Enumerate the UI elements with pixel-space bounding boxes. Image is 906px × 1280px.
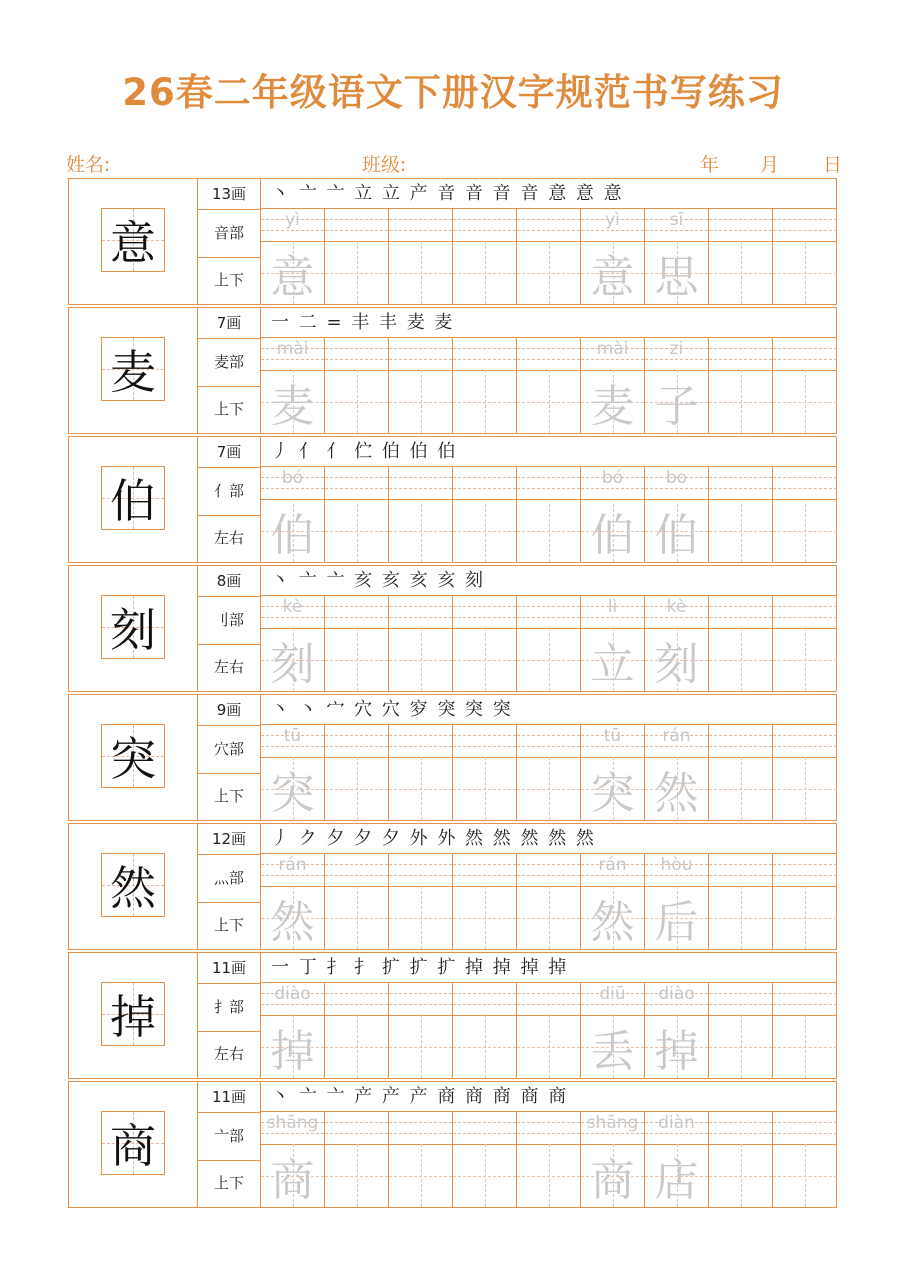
model-character-column [69, 695, 198, 820]
writing-cell[interactable] [517, 1112, 581, 1207]
radical: 亠部 [198, 1112, 260, 1161]
day-label: 日 [823, 154, 843, 176]
writing-cell[interactable] [709, 725, 773, 820]
trace-character [709, 758, 772, 820]
trace-character [389, 500, 452, 562]
stroke-order-row [261, 566, 836, 596]
trace-character [709, 1016, 772, 1078]
trace-character: 刻 [654, 639, 699, 690]
writing-cell[interactable] [709, 467, 773, 562]
trace-character [517, 1016, 580, 1078]
writing-cell[interactable] [709, 983, 773, 1078]
writing-cell[interactable] [389, 983, 453, 1078]
model-character-box [101, 982, 165, 1046]
trace-character [709, 1145, 772, 1207]
class-label: 班级: [362, 154, 407, 176]
character-block [68, 823, 837, 950]
model-character-box [101, 853, 165, 917]
trace-character [773, 1016, 837, 1078]
trace-character [389, 887, 452, 949]
writing-cell[interactable] [709, 854, 773, 949]
trace-character: 后 [654, 897, 699, 948]
writing-cell[interactable] [581, 338, 645, 433]
writing-cell[interactable] [773, 983, 837, 1078]
writing-cell[interactable] [325, 983, 389, 1078]
stroke-count: 13画 [198, 179, 260, 210]
pinyin-text: sī [669, 210, 684, 230]
writing-cell[interactable] [517, 338, 581, 433]
writing-cell[interactable] [325, 338, 389, 433]
character-info [198, 824, 261, 949]
trace-character [325, 500, 388, 562]
trace-character: 丢 [590, 1026, 635, 1077]
trace-character [453, 500, 516, 562]
writing-cell[interactable] [389, 467, 453, 562]
pinyin-text: diào [658, 984, 695, 1004]
structure: 上下 [213, 400, 244, 418]
trace-character [709, 242, 772, 304]
pinyin-text: diào [274, 984, 311, 1004]
structure: 上下 [213, 1174, 244, 1192]
stroke-order-row [261, 695, 836, 725]
trace-character [389, 371, 452, 433]
writing-cell[interactable] [389, 596, 453, 691]
character-block [68, 307, 837, 434]
structure: 左右 [213, 529, 244, 547]
pinyin-text: bo [665, 468, 688, 488]
pinyin-text: bó [601, 468, 624, 488]
writing-cell[interactable] [581, 209, 645, 304]
model-character-column [69, 566, 198, 691]
trace-character [389, 629, 452, 691]
writing-cell[interactable] [645, 725, 709, 820]
radical: 穴部 [198, 725, 260, 774]
stroke-count: 11画 [198, 1082, 260, 1113]
structure: 上下 [213, 271, 244, 289]
character-info [198, 179, 261, 304]
trace-character [517, 1145, 580, 1207]
stroke-count: 7画 [198, 437, 260, 468]
pinyin-text: kè [282, 597, 303, 617]
trace-character [773, 500, 837, 562]
stroke-order: 丶 亠 亠 亥 亥 亥 亥 刻 [271, 570, 486, 591]
trace-character [773, 242, 837, 304]
writing-cell[interactable] [581, 725, 645, 820]
writing-cell[interactable] [709, 1112, 773, 1207]
writing-cell[interactable] [773, 338, 837, 433]
trace-character [709, 500, 772, 562]
writing-cell[interactable] [325, 467, 389, 562]
writing-cell[interactable] [261, 596, 325, 691]
trace-character: 伯 [654, 510, 699, 561]
pinyin-text: hòu [660, 855, 693, 875]
character-block [68, 565, 837, 692]
trace-character [517, 887, 580, 949]
writing-cell[interactable] [261, 1112, 325, 1207]
pinyin-text: mài [596, 339, 629, 359]
model-character-column [69, 1082, 198, 1207]
writing-cell[interactable] [773, 725, 837, 820]
writing-cell[interactable] [517, 467, 581, 562]
radical: 灬部 [198, 854, 260, 903]
radical: 音部 [198, 209, 260, 258]
pinyin-text: mài [276, 339, 309, 359]
trace-character: 商 [590, 1155, 635, 1206]
pinyin-text: lì [607, 597, 618, 617]
model-character: 突 [110, 732, 156, 786]
writing-grid [261, 338, 836, 433]
model-character: 麦 [110, 345, 156, 399]
writing-cell[interactable] [325, 854, 389, 949]
stroke-order-row [261, 179, 836, 209]
trace-character: 掉 [270, 1026, 315, 1077]
trace-character [389, 242, 452, 304]
trace-character [517, 371, 580, 433]
writing-cell[interactable] [453, 983, 517, 1078]
writing-cell[interactable] [389, 209, 453, 304]
stroke-order: 丿 ク 夕 夕 夕 外 外 然 然 然 然 然 [271, 828, 596, 849]
pinyin-text: rán [662, 726, 691, 746]
writing-cell[interactable] [773, 209, 837, 304]
writing-cell[interactable] [325, 596, 389, 691]
model-character-box [101, 466, 165, 530]
writing-cell[interactable] [645, 983, 709, 1078]
writing-cell[interactable] [645, 467, 709, 562]
pinyin-text: bó [281, 468, 304, 488]
character-info [198, 566, 261, 691]
writing-cell[interactable] [773, 596, 837, 691]
trace-character [773, 887, 837, 949]
trace-character: 然 [654, 768, 699, 819]
radical: 刂部 [198, 596, 260, 645]
writing-cell[interactable] [453, 1112, 517, 1207]
model-character: 意 [110, 216, 156, 270]
writing-cell[interactable] [453, 338, 517, 433]
writing-grid [261, 725, 836, 820]
writing-cell[interactable] [581, 467, 645, 562]
character-info [198, 695, 261, 820]
trace-character: 伯 [590, 510, 635, 561]
stroke-order: 一 二 = 丰 丰 麦 麦 [271, 312, 455, 333]
trace-character: 刻 [270, 639, 315, 690]
writing-grid [261, 467, 836, 562]
writing-cell[interactable] [645, 209, 709, 304]
writing-cell[interactable] [453, 209, 517, 304]
writing-cell[interactable] [453, 725, 517, 820]
trace-character: 然 [590, 897, 635, 948]
writing-cell[interactable] [581, 1112, 645, 1207]
model-character-column [69, 953, 198, 1078]
trace-character [453, 242, 516, 304]
trace-character: 突 [590, 768, 635, 819]
writing-cell[interactable] [389, 338, 453, 433]
writing-cell[interactable] [261, 854, 325, 949]
model-character-column [69, 179, 198, 304]
writing-cell[interactable] [453, 467, 517, 562]
writing-cell[interactable] [581, 854, 645, 949]
trace-character: 伯 [270, 510, 315, 561]
model-character: 刻 [110, 603, 156, 657]
model-character: 掉 [110, 990, 156, 1044]
writing-grid [261, 983, 836, 1078]
pinyin-text: shāng [586, 1113, 639, 1133]
writing-cell[interactable] [453, 854, 517, 949]
writing-cell[interactable] [709, 209, 773, 304]
trace-character: 商 [270, 1155, 315, 1206]
structure: 左右 [213, 1045, 244, 1063]
trace-character [517, 758, 580, 820]
trace-character [453, 887, 516, 949]
pinyin-text: yì [605, 210, 620, 230]
model-character-box [101, 595, 165, 659]
character-block [68, 178, 837, 305]
pinyin-text: rán [598, 855, 627, 875]
stroke-count: 11画 [198, 953, 260, 984]
model-character-column [69, 308, 198, 433]
writing-cell[interactable] [517, 725, 581, 820]
structure: 上下 [213, 787, 244, 805]
trace-character [389, 758, 452, 820]
stroke-order-row [261, 824, 836, 854]
trace-character [453, 1016, 516, 1078]
writing-cell[interactable] [261, 983, 325, 1078]
pinyin-text: zi [669, 339, 684, 359]
radical: 扌部 [198, 983, 260, 1032]
writing-cell[interactable] [261, 725, 325, 820]
writing-cell[interactable] [517, 854, 581, 949]
stroke-count: 12画 [198, 824, 260, 855]
trace-character [325, 371, 388, 433]
stroke-count: 9画 [198, 695, 260, 726]
stroke-order-row [261, 308, 836, 338]
writing-grid [261, 209, 836, 304]
writing-cell[interactable] [261, 209, 325, 304]
trace-character [773, 629, 837, 691]
writing-cell[interactable] [581, 983, 645, 1078]
pinyin-text: tū [603, 726, 622, 746]
model-character-column [69, 824, 198, 949]
trace-character: 思 [654, 252, 699, 303]
character-block [68, 694, 837, 821]
trace-character [453, 629, 516, 691]
writing-cell[interactable] [645, 1112, 709, 1207]
trace-character [325, 887, 388, 949]
pinyin-text: diū [599, 984, 626, 1004]
writing-cell[interactable] [773, 467, 837, 562]
writing-cell[interactable] [645, 338, 709, 433]
trace-character [325, 629, 388, 691]
trace-character [325, 1145, 388, 1207]
stroke-order: 丶 亠 亠 产 产 产 商 商 商 商 商 [271, 1086, 569, 1107]
model-character-box [101, 1111, 165, 1175]
year-label: 年 [700, 154, 720, 176]
trace-character: 意 [270, 252, 315, 303]
writing-cell[interactable] [773, 1112, 837, 1207]
stroke-order-row [261, 437, 836, 467]
trace-character [389, 1016, 452, 1078]
pinyin-text: shāng [266, 1113, 319, 1133]
trace-character [453, 371, 516, 433]
character-block [68, 436, 837, 563]
writing-cell[interactable] [325, 209, 389, 304]
trace-character [773, 371, 837, 433]
radical: 麦部 [198, 338, 260, 387]
trace-character: 掉 [654, 1026, 699, 1077]
stroke-order: 一 丁 扌 扌 扩 扩 扩 掉 掉 掉 掉 [271, 957, 569, 978]
writing-cell[interactable] [325, 1112, 389, 1207]
trace-character [709, 371, 772, 433]
writing-cell[interactable] [581, 596, 645, 691]
character-info [198, 437, 261, 562]
model-character: 商 [110, 1119, 156, 1173]
pinyin-text: kè [666, 597, 687, 617]
writing-cell[interactable] [261, 467, 325, 562]
character-info [198, 1082, 261, 1207]
model-character-box [101, 724, 165, 788]
writing-cell[interactable] [645, 854, 709, 949]
stroke-order-row [261, 1082, 836, 1112]
trace-character [517, 500, 580, 562]
trace-character: 麦 [590, 381, 635, 432]
writing-cell[interactable] [261, 338, 325, 433]
writing-grid [261, 596, 836, 691]
stroke-order-row [261, 953, 836, 983]
trace-character [517, 242, 580, 304]
writing-cell[interactable] [389, 854, 453, 949]
trace-character: 突 [270, 768, 315, 819]
trace-character [325, 242, 388, 304]
pinyin-text: diàn [658, 1113, 695, 1133]
trace-character: 意 [590, 252, 635, 303]
stroke-count: 7画 [198, 308, 260, 339]
trace-character [773, 758, 837, 820]
trace-character: 子 [654, 381, 699, 432]
trace-character [453, 758, 516, 820]
character-info [198, 953, 261, 1078]
trace-character: 立 [590, 639, 635, 690]
structure: 上下 [213, 916, 244, 934]
writing-cell[interactable] [453, 596, 517, 691]
structure: 左右 [213, 658, 244, 676]
trace-character [453, 1145, 516, 1207]
trace-character [389, 1145, 452, 1207]
writing-grid [261, 1112, 836, 1207]
writing-cell[interactable] [389, 725, 453, 820]
trace-character [517, 629, 580, 691]
trace-character: 麦 [270, 381, 315, 432]
radical: 亻部 [198, 467, 260, 516]
trace-character: 然 [270, 897, 315, 948]
model-character: 然 [110, 861, 156, 915]
pinyin-text: yì [285, 210, 300, 230]
character-info [198, 308, 261, 433]
pinyin-text: tū [283, 726, 302, 746]
writing-cell[interactable] [773, 854, 837, 949]
trace-character [325, 758, 388, 820]
model-character-column [69, 437, 198, 562]
name-label: 姓名: [66, 154, 111, 176]
writing-grid [261, 854, 836, 949]
model-character-box [101, 208, 165, 272]
writing-cell[interactable] [389, 1112, 453, 1207]
writing-cell[interactable] [709, 596, 773, 691]
page-title: 26春二年级语文下册汉字规范书写练习 [122, 71, 784, 114]
character-block [68, 952, 837, 1079]
model-character-box [101, 337, 165, 401]
trace-character [325, 1016, 388, 1078]
character-block [68, 1081, 837, 1208]
stroke-order: 丶 亠 亠 立 立 产 音 音 音 音 意 意 意 [271, 183, 624, 204]
stroke-order: 丶 丶 宀 穴 穴 穸 突 突 突 [271, 699, 513, 720]
writing-cell[interactable] [645, 596, 709, 691]
trace-character [709, 887, 772, 949]
trace-character: 店 [654, 1155, 699, 1206]
writing-cell[interactable] [517, 983, 581, 1078]
writing-cell[interactable] [517, 209, 581, 304]
stroke-order: 丿 亻 亻 伫 伯 伯 伯 [271, 441, 458, 462]
writing-cell[interactable] [709, 338, 773, 433]
pinyin-text: rán [278, 855, 307, 875]
month-label: 月 [760, 154, 780, 176]
writing-cell[interactable] [517, 596, 581, 691]
writing-cell[interactable] [325, 725, 389, 820]
trace-character [709, 629, 772, 691]
stroke-count: 8画 [198, 566, 260, 597]
trace-character [773, 1145, 837, 1207]
model-character: 伯 [110, 474, 156, 528]
